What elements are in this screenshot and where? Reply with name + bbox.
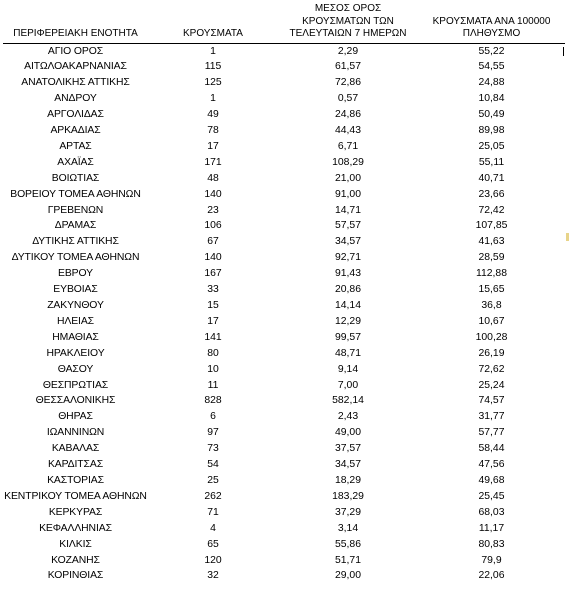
- cell-per-100k: 100,28: [475, 331, 508, 343]
- header-7day-average-line3: ΤΕΛΕΥΤΑΙΩΝ 7 ΗΜΕΡΩΝ: [289, 28, 407, 39]
- cell-cases: 171: [204, 156, 222, 168]
- table-row: [3, 266, 565, 282]
- cell-cases: 71: [207, 506, 219, 518]
- cell-region: ΑΓΙΟ ΟΡΟΣ: [47, 45, 104, 57]
- cell-region: ΔΥΤΙΚΗΣ ΑΤΤΙΚΗΣ: [32, 236, 119, 248]
- cell-region: ΔΡΑΜΑΣ: [54, 220, 97, 232]
- cell-7day-average: 14,71: [334, 204, 361, 216]
- cell-region: ΑΝΑΤΟΛΙΚΗΣ ΑΤΤΙΚΗΣ: [21, 77, 130, 89]
- cell-per-100k: 25,05: [478, 140, 505, 152]
- cell-7day-average: 24,86: [334, 109, 361, 121]
- table-row: [3, 346, 565, 362]
- cell-cases: 828: [204, 395, 222, 407]
- cell-per-100k: 80,83: [478, 538, 505, 550]
- cell-region: ΚΟΖΑΝΗΣ: [51, 554, 100, 566]
- cell-per-100k: 74,57: [478, 395, 505, 407]
- cell-cases: 78: [207, 125, 219, 137]
- cell-region: ΗΛΕΙΑΣ: [56, 315, 94, 327]
- table-row: [3, 298, 565, 314]
- cell-7day-average: 91,00: [334, 188, 361, 200]
- cell-region: ΕΥΒΟΙΑΣ: [53, 284, 98, 296]
- header-cases: [148, 0, 278, 43]
- table-row: [3, 91, 565, 107]
- covid-cases-table: [3, 0, 565, 584]
- header-7day-average-line1: ΜΕΣΟΣ ΟΡΟΣ: [314, 3, 382, 14]
- cell-region: ΔΥΤΙΚΟΥ ΤΟΜΕΑ ΑΘΗΝΩΝ: [11, 252, 140, 264]
- cell-per-100k: 26,19: [478, 347, 505, 359]
- table-row: [3, 473, 565, 489]
- cell-region: ΑΡΚΑΔΙΑΣ: [50, 125, 101, 137]
- cell-per-100k: 25,45: [478, 490, 505, 502]
- cell-cases: 140: [204, 188, 222, 200]
- cell-region: ΗΡΑΚΛΕΙΟΥ: [46, 347, 105, 359]
- cell-7day-average: 44,43: [334, 125, 361, 137]
- cell-7day-average: 91,43: [334, 268, 361, 280]
- cell-per-100k: 79,9: [481, 554, 502, 566]
- cell-7day-average: 183,29: [332, 490, 364, 502]
- cell-7day-average: 20,86: [334, 284, 361, 296]
- table-row: [3, 362, 565, 378]
- cell-cases: 15: [207, 300, 219, 311]
- cell-region: ΗΜΑΘΙΑΣ: [52, 331, 99, 343]
- cell-7day-average: 582,14: [332, 395, 364, 407]
- cell-7day-average: 3,14: [337, 522, 359, 534]
- cell-cases: 115: [204, 61, 222, 73]
- header-cases-label: ΚΡΟΥΣΜΑΤΑ: [183, 28, 243, 39]
- cell-cases: 6: [210, 411, 216, 423]
- cell-region: ΚΑΡΔΙΤΣΑΣ: [47, 459, 104, 471]
- cell-7day-average: 21,00: [334, 172, 361, 184]
- cell-region: ΖΑΚΥΝΘΟΥ: [47, 300, 104, 311]
- cell-7day-average: 2,43: [337, 411, 359, 423]
- table-header: [3, 0, 565, 43]
- cell-cases: 140: [204, 252, 222, 264]
- header-row: [3, 0, 565, 43]
- cell-region: ΘΑΣΟΥ: [57, 363, 94, 375]
- cell-per-100k: 54,55: [478, 61, 505, 73]
- cell-region: ΑΡΓΟΛΙΔΑΣ: [47, 109, 104, 121]
- cell-region: ΚΟΡΙΝΘΙΑΣ: [47, 570, 104, 582]
- table-row: [3, 568, 565, 584]
- table-row: [3, 441, 565, 457]
- cell-7day-average: 72,86: [334, 77, 361, 89]
- table-row: [3, 250, 565, 266]
- cell-per-100k: 68,03: [478, 506, 505, 518]
- cell-cases: 97: [207, 427, 219, 439]
- header-per-100k-line1: ΚΡΟΥΣΜΑΤΑ ΑΝΑ 100000: [432, 15, 551, 27]
- cell-region: ΑΝΔΡΟΥ: [54, 93, 97, 105]
- cell-region: ΓΡΕΒΕΝΩΝ: [47, 204, 104, 216]
- cell-cases: 262: [204, 490, 222, 502]
- table-row: [3, 218, 565, 234]
- cell-per-100k: 11,17: [478, 522, 505, 534]
- cell-per-100k: 58,44: [478, 443, 505, 455]
- table-row: [3, 393, 565, 409]
- cell-per-100k: 72,62: [478, 363, 505, 375]
- table-row: [3, 123, 565, 139]
- cell-cases: 49: [207, 109, 219, 121]
- cell-7day-average: 2,29: [337, 45, 359, 57]
- cell-cases: 48: [207, 172, 219, 184]
- cell-cases: 65: [207, 538, 219, 550]
- table-row: [3, 314, 565, 330]
- cell-cases: 125: [204, 77, 222, 89]
- cell-region: ΕΒΡΟΥ: [58, 268, 93, 280]
- table-row: [3, 59, 565, 75]
- cropped-cell-fragment: [566, 233, 569, 241]
- cell-cases: 80: [207, 347, 219, 359]
- cell-7day-average: 0,57: [337, 93, 359, 105]
- table-row: [3, 75, 565, 91]
- cell-7day-average: 7,00: [337, 379, 359, 391]
- cell-cases: 23: [207, 204, 219, 216]
- cell-7day-average: 108,29: [332, 156, 364, 168]
- cell-per-100k: 72,42: [478, 204, 505, 216]
- table-row: [3, 234, 565, 250]
- cell-cases: 73: [207, 443, 219, 455]
- cell-cases: 1: [210, 93, 216, 105]
- cell-per-100k: 10,67: [478, 315, 505, 327]
- cell-region: ΒΟΡΕΙΟΥ ΤΟΜΕΑ ΑΘΗΝΩΝ: [10, 188, 141, 200]
- cell-region: ΑΙΤΩΛΟΑΚΑΡΝΑΝΙΑΣ: [24, 61, 127, 73]
- cell-cases: 141: [204, 331, 222, 343]
- table-row: [3, 203, 565, 219]
- cell-cases: 11: [207, 379, 219, 391]
- cell-region: ΑΧΑΪΑΣ: [57, 156, 94, 168]
- cell-7day-average: 48,71: [334, 347, 361, 359]
- cell-region: ΚΕΦΑΛΛΗΝΙΑΣ: [39, 522, 112, 534]
- table-row: [3, 537, 565, 553]
- table-row: [3, 378, 565, 394]
- cell-per-100k: 55,11: [478, 156, 505, 168]
- cell-7day-average: 18,29: [334, 474, 361, 486]
- cell-7day-average: 34,57: [334, 459, 361, 471]
- cell-cases: 67: [207, 236, 219, 248]
- cell-7day-average: 92,71: [334, 252, 361, 264]
- cell-cases: 10: [207, 363, 219, 375]
- cell-cases: 106: [204, 220, 222, 232]
- cell-7day-average: 34,57: [334, 236, 361, 248]
- cell-cases: 17: [207, 140, 219, 152]
- cell-per-100k: 49,68: [478, 474, 505, 486]
- table-row: [3, 282, 565, 298]
- cell-cases: 33: [207, 284, 219, 296]
- cell-7day-average: 37,57: [334, 443, 361, 455]
- cell-7day-average: 12,29: [334, 315, 361, 327]
- cell-region: ΑΡΤΑΣ: [59, 140, 92, 152]
- cell-per-100k: 112,88: [475, 268, 507, 280]
- cell-per-100k: 41,63: [478, 236, 505, 248]
- cell-cases: 32: [207, 570, 219, 582]
- cell-7day-average: 55,86: [334, 538, 361, 550]
- table-row: [3, 457, 565, 473]
- cell-per-100k: 24,88: [478, 77, 505, 89]
- cell-cases: 25: [207, 474, 219, 486]
- cell-per-100k: 31,77: [478, 411, 505, 423]
- cell-region: ΚΙΛΚΙΣ: [59, 538, 92, 550]
- cell-per-100k: 28,59: [478, 252, 505, 264]
- cell-7day-average: 37,29: [334, 506, 361, 518]
- cell-per-100k: 23,66: [478, 188, 505, 200]
- cell-per-100k: 10,84: [478, 93, 505, 105]
- header-region: [3, 0, 148, 43]
- cell-cases: 54: [207, 459, 219, 471]
- cell-region: ΘΗΡΑΣ: [58, 411, 93, 423]
- table-row: [3, 521, 565, 537]
- cell-per-100k: 22,06: [478, 570, 505, 582]
- cell-per-100k: 57,77: [478, 427, 505, 439]
- table-row: [3, 155, 565, 171]
- cell-region: ΒΟΙΩΤΙΑΣ: [51, 172, 100, 184]
- table-row: [3, 425, 565, 441]
- cell-cases: 4: [210, 522, 216, 534]
- cell-per-100k: 50,49: [478, 109, 505, 121]
- table-row: [3, 505, 565, 521]
- cell-7day-average: 49,00: [334, 427, 361, 439]
- table-row: [3, 171, 565, 187]
- table-body: [3, 43, 565, 584]
- cell-region: ΚΕΝΤΡΙΚΟΥ ΤΟΜΕΑ ΑΘΗΝΩΝ: [4, 490, 147, 502]
- column-edge-divider: [563, 47, 564, 56]
- cell-cases: 167: [204, 268, 222, 280]
- cell-per-100k: 25,24: [478, 379, 505, 391]
- cell-region: ΘΕΣΣΑΛΟΝΙΚΗΣ: [35, 395, 116, 407]
- cell-per-100k: 36,8: [481, 300, 502, 311]
- table-row: [3, 330, 565, 346]
- header-7day-average-line2: ΚΡΟΥΣΜΑΤΩΝ ΤΩΝ: [302, 15, 394, 27]
- cell-7day-average: 99,57: [334, 331, 361, 343]
- header-region-label: ΠΕΡΙΦΕΡΕΙΑΚΗ ΕΝΟΤΗΤΑ: [13, 28, 138, 39]
- table-row: [3, 553, 565, 569]
- cell-region: ΚΑΒΑΛΑΣ: [51, 443, 100, 455]
- cell-7day-average: 14,14: [334, 300, 361, 311]
- cell-7day-average: 61,57: [334, 61, 361, 73]
- table-row: [3, 489, 565, 505]
- cell-7day-average: 29,00: [334, 570, 361, 582]
- header-per-100k: [418, 0, 565, 43]
- table-row: [3, 107, 565, 123]
- cell-7day-average: 6,71: [337, 140, 359, 152]
- cell-per-100k: 15,65: [478, 284, 505, 296]
- cell-7day-average: 57,57: [334, 220, 361, 232]
- header-per-100k-line2: ΠΛΗΘΥΣΜΟ: [462, 28, 521, 39]
- cell-per-100k: 40,71: [478, 172, 505, 184]
- table-row: [3, 43, 565, 59]
- cell-cases: 1: [210, 45, 216, 57]
- table-row: [3, 139, 565, 155]
- cell-7day-average: 51,71: [334, 554, 361, 566]
- cell-per-100k: 89,98: [478, 125, 505, 137]
- cell-per-100k: 55,22: [478, 45, 505, 57]
- cell-per-100k: 107,85: [475, 220, 508, 232]
- header-7day-average: [278, 0, 418, 43]
- cell-region: ΙΩΑΝΝΙΝΩΝ: [46, 427, 105, 439]
- cell-cases: 17: [207, 315, 219, 327]
- table-row: [3, 187, 565, 203]
- cell-cases: 120: [204, 554, 222, 566]
- cell-region: ΚΕΡΚΥΡΑΣ: [48, 506, 103, 518]
- cell-per-100k: 47,56: [478, 459, 505, 471]
- cell-region: ΚΑΣΤΟΡΙΑΣ: [47, 474, 104, 486]
- cell-region: ΘΕΣΠΡΩΤΙΑΣ: [42, 379, 109, 391]
- cell-7day-average: 9,14: [337, 363, 359, 375]
- table-row: [3, 409, 565, 425]
